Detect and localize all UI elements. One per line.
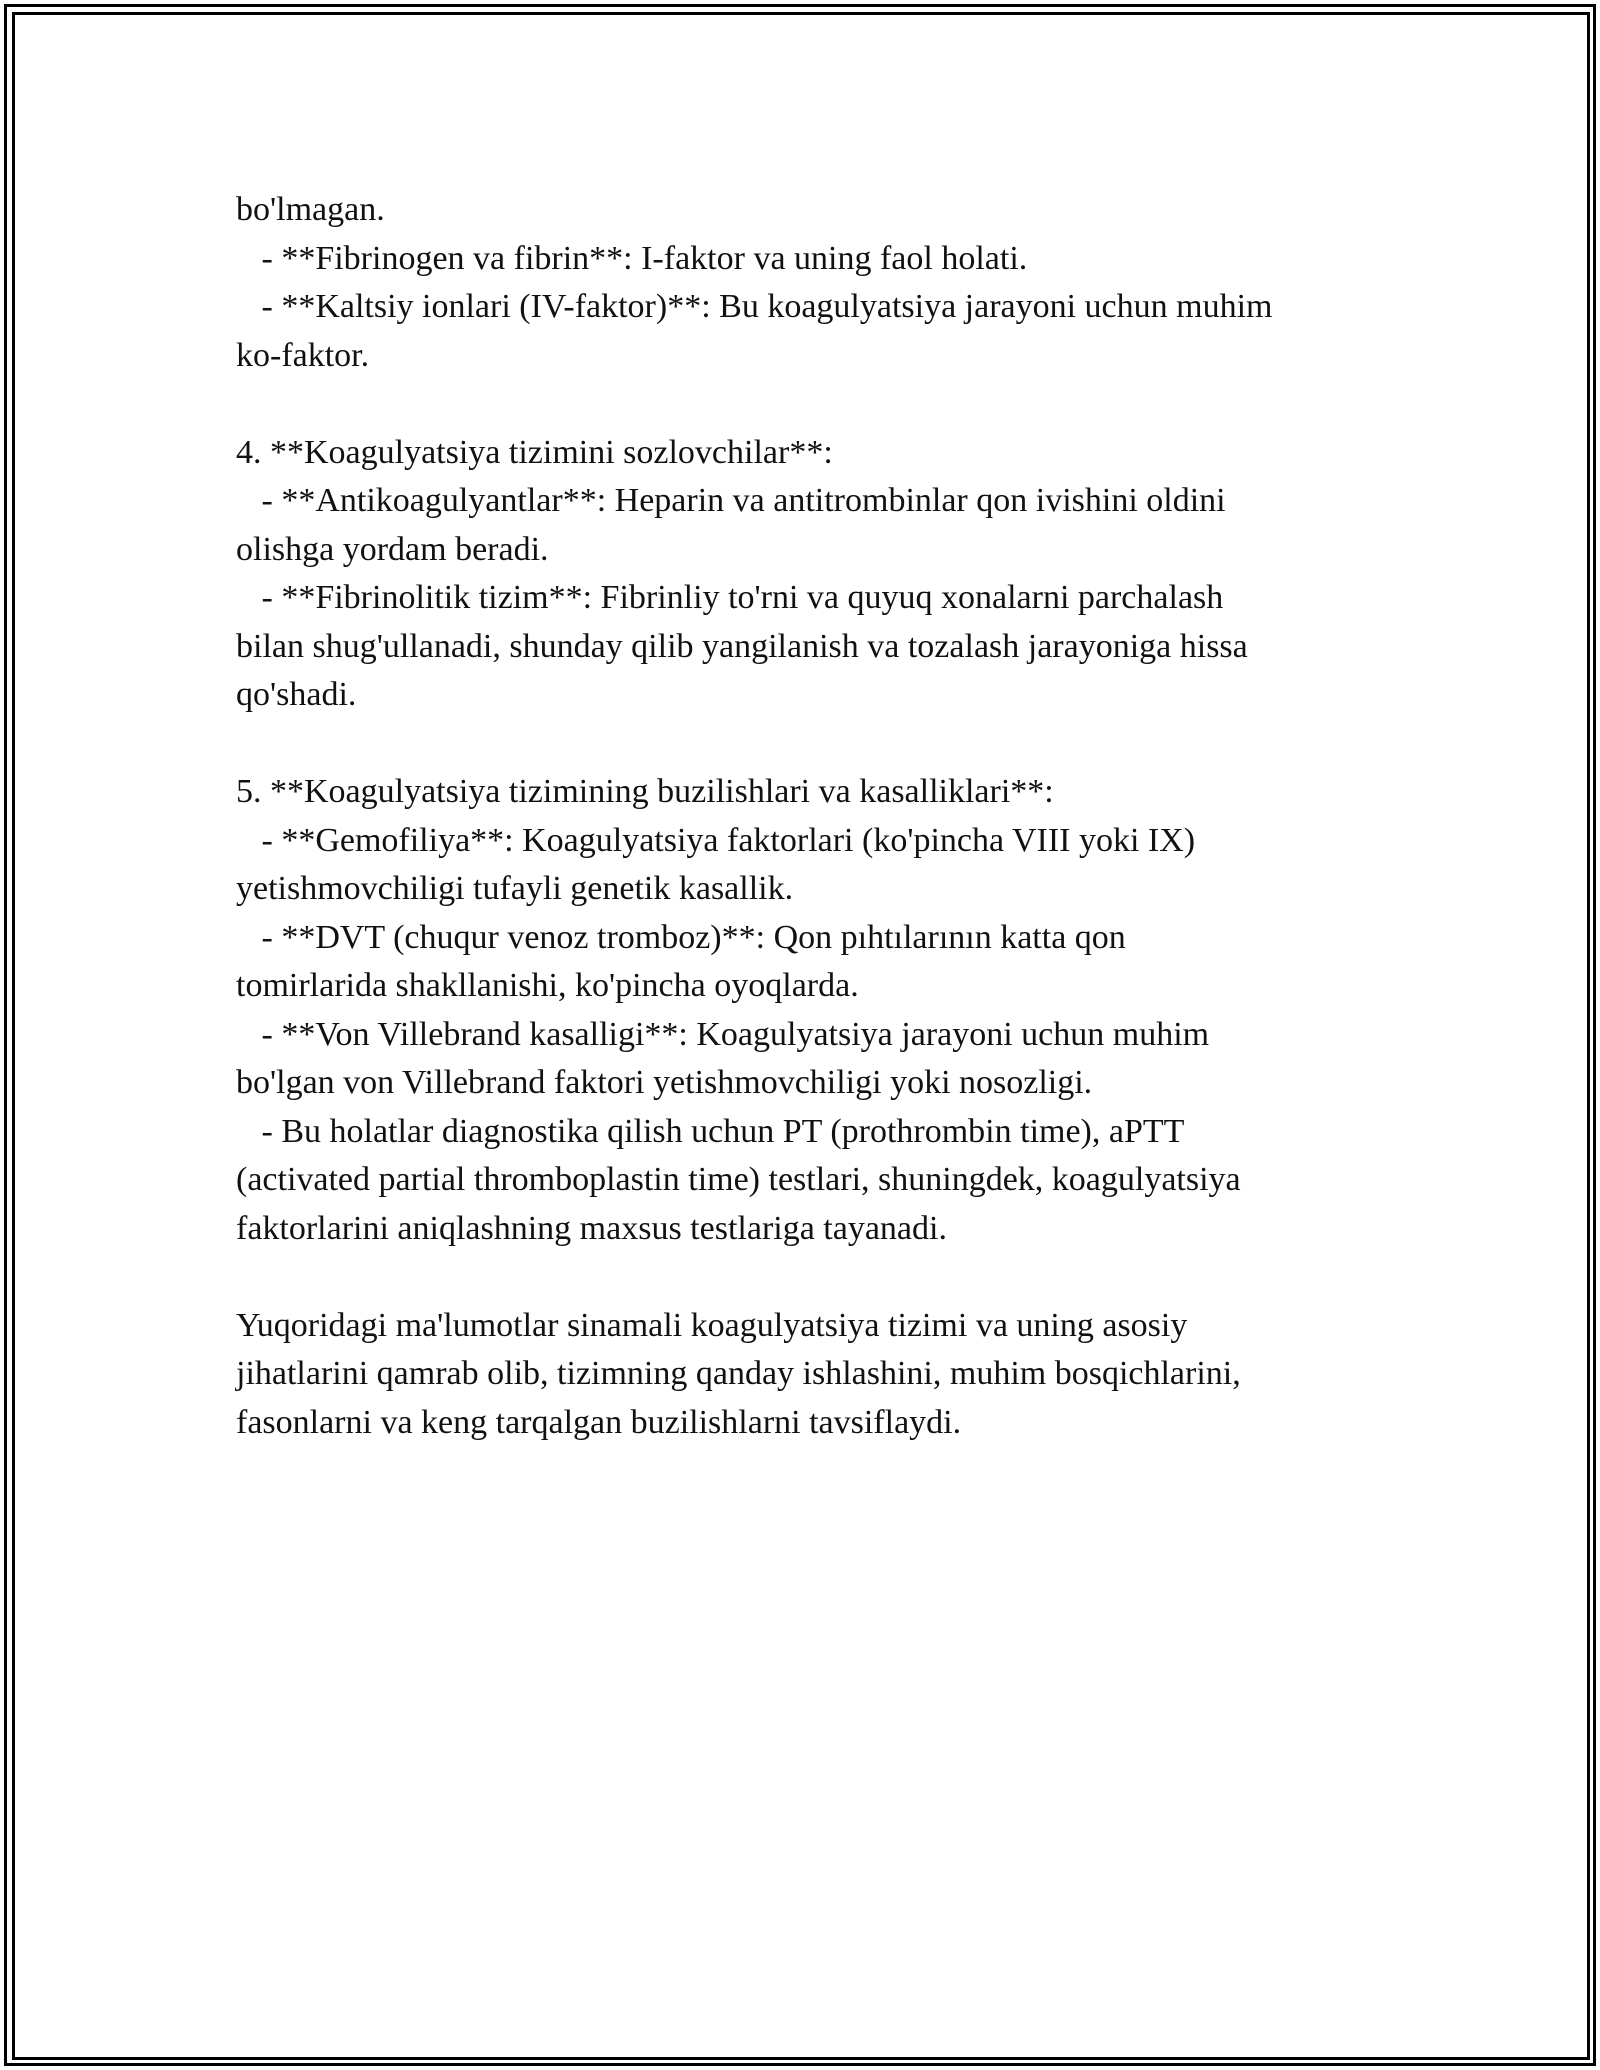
text-line: bo'lmagan. bbox=[236, 191, 385, 228]
text-line: faktorlarini aniqlashning maxsus testlariga tayanadi. bbox=[236, 1209, 947, 1247]
text-line: - **Gemofiliya**: Koagulyatsiya faktorlari (ko'pincha VIII yoki IX) bbox=[236, 821, 1196, 859]
text-line: tomirlarida shakllanishi, ko'pincha oyoqlarda. bbox=[236, 967, 859, 1004]
text-line: - **DVT (chuqur venoz tromboz)**: Qon pıhtılarının katta qon bbox=[236, 918, 1126, 956]
text-line: - **Fibrinogen va fibrin**: I-faktor va uning faol holati. bbox=[236, 239, 1028, 277]
text-line: ko-faktor. bbox=[236, 336, 370, 374]
section-heading: 5. **Koagulyatsiya tizimining buzilishlari va kasalliklari**: bbox=[236, 773, 1054, 810]
text-line: - **Kaltsiy ionlari (IV-faktor)**: Bu koagulyatsiya jarayoni uchun muhim bbox=[236, 288, 1273, 325]
conclusion-line: Yuqoridagi ma'lumotlar sinamali koagulyatsiya tizimi va uning asosiy bbox=[236, 1306, 1188, 1344]
text-line: - **Von Villebrand kasalligi**: Koagulyatsiya jarayoni uchun muhim bbox=[236, 1015, 1210, 1053]
text-line: qo'shadi. bbox=[236, 676, 357, 713]
text-line: - **Fibrinolitik tizim**: Fibrinliy to'rni va quyuq xonalarni parchalash bbox=[236, 579, 1224, 616]
text-line: olishga yordam beradi. bbox=[236, 530, 549, 568]
text-line: - **Antikoagulyantlar**: Heparin va antitrombinlar qon ivishini oldini bbox=[236, 482, 1226, 519]
paragraph-gap bbox=[236, 380, 1386, 429]
text-line: (activated partial thromboplastin time) testlari, shuningdek, koagulyatsiya bbox=[236, 1161, 1241, 1198]
text-line: yetishmovchiligi tufayli genetik kasallik. bbox=[236, 870, 794, 907]
section-heading: 4. **Koagulyatsiya tizimini sozlovchilar**: bbox=[236, 433, 833, 471]
conclusion-line: jihatlarini qamrab olib, tizimning qanday ishlashini, muhim bosqichlarini, bbox=[236, 1355, 1241, 1392]
document-body bbox=[236, 186, 1386, 1447]
text-line: - Bu holatlar diagnostika qilish uchun PT (prothrombin time), aPTT bbox=[236, 1112, 1185, 1150]
paragraph-gap bbox=[236, 720, 1386, 769]
text-line: bo'lgan von Villebrand faktori yetishmovchiligi yoki nosozligi. bbox=[236, 1064, 1093, 1101]
paragraph-gap bbox=[236, 1253, 1386, 1302]
text-line: bilan shug'ullanadi, shunday qilib yangilanish va tozalash jarayoniga hissa bbox=[236, 627, 1248, 665]
conclusion-line: fasonlarni va keng tarqalgan buzilishlarni tavsiflaydi. bbox=[236, 1403, 962, 1441]
